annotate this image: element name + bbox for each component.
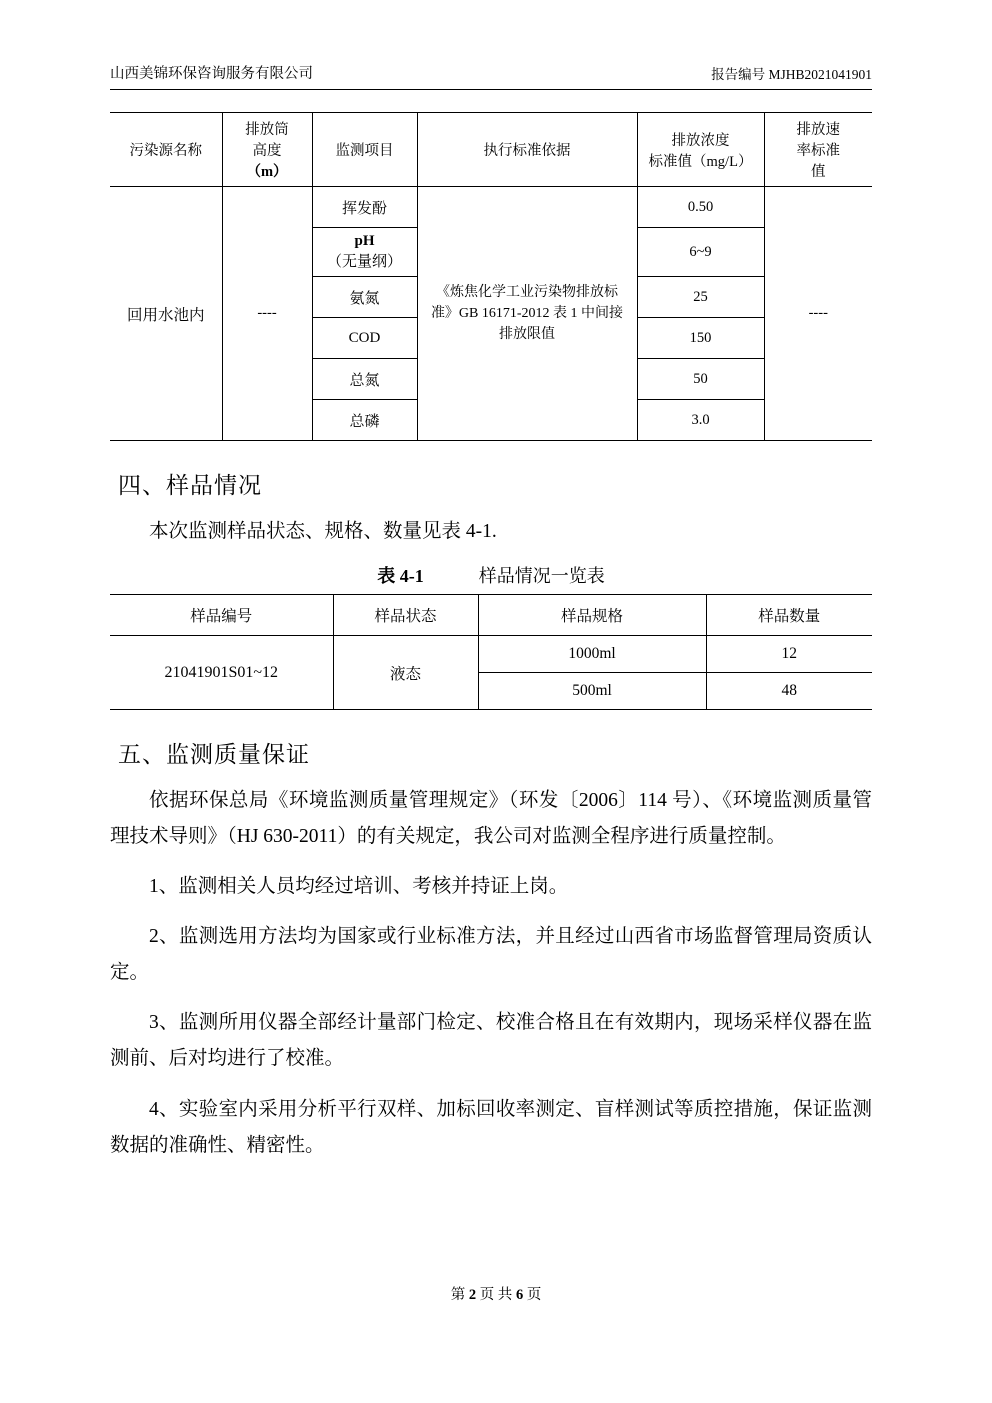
cell-standard-value: 25 [637, 277, 764, 318]
col-header-sample-qty: 样品数量 [706, 595, 872, 636]
table-header-row [110, 113, 872, 187]
cell-sample-state: 液态 [333, 636, 478, 710]
col-header-concentration [637, 113, 764, 187]
cell-sample-qty: 48 [706, 673, 872, 710]
col-header-sample-state: 样品状态 [333, 595, 478, 636]
footer-suffix: 页 [526, 1287, 542, 1303]
page-footer [0, 1283, 992, 1304]
cell-item: 挥发酚 [312, 187, 417, 228]
table-header-row [110, 595, 872, 636]
cell-item: 总磷 [312, 400, 417, 441]
qa-paragraph-1: 依据环保总局《环境监测质量管理规定》（环发〔2006〕114 号）、《环境监测质量管理技术导则》（HJ 630-2011）的有关规定，我公司对监测全程序进行质量控制。 [110, 790, 872, 848]
cell-rate-value: ---- [764, 187, 872, 441]
qa-paragraph-5: 4、实验室内采用分析平行双样、加标回收率测定、盲样测试等质控措施，保证监测数据的准确性、精密性。 [110, 1098, 872, 1156]
page-content [110, 112, 872, 1164]
col-header-rate [764, 113, 872, 187]
qa-paragraph-2: 1、监测相关人员均经过培训、考核并持证上岗。 [149, 876, 569, 898]
cell-stack-height: ---- [222, 187, 312, 441]
col-header-basis: 执行标准依据 [417, 113, 637, 187]
footer-page-number: 2 [468, 1287, 477, 1303]
qa-paragraph-3: 2、监测选用方法均为国家或行业标准方法，并且经过山西省市场监督管理局资质认定。 [110, 926, 872, 984]
concentration-line1: 排放浓度 [671, 132, 730, 149]
col-header-item: 监测项目 [312, 113, 417, 187]
col-header-source-name: 污染源名称 [110, 113, 222, 187]
col-header-sample-spec: 样品规格 [478, 595, 706, 636]
rate-line2: 率标准 [796, 143, 840, 159]
stack-height-line2: 高度 [252, 143, 282, 159]
header-report-number: 报告编号 MJHB2021041901 [711, 67, 872, 82]
cell-standard-value: 0.50 [637, 187, 764, 228]
cell-item: COD [312, 318, 417, 359]
cell-item [312, 228, 417, 277]
cell-sample-spec: 500ml [478, 673, 706, 710]
rate-line3: 值 [811, 164, 826, 180]
section-title-samples: 四、样品情况 [118, 473, 262, 499]
cell-standard-value: 3.0 [637, 400, 764, 441]
footer-prefix: 第 [450, 1287, 466, 1303]
cell-standard-basis: 《炼焦化学工业污染物排放标准》GB 16171-2012 表 1 中间接排放限值 [417, 187, 637, 441]
header-company: 山西美锦环保咨询服务有限公司 [110, 66, 313, 82]
table-row [110, 636, 872, 673]
footer-middle: 页 共 [479, 1287, 513, 1303]
item-main: pH [354, 233, 375, 249]
stack-height-line1: 排放筒 [245, 122, 289, 138]
cell-sample-spec: 1000ml [478, 636, 706, 673]
table-row [110, 187, 872, 228]
table-caption-4-1 [110, 562, 872, 588]
cell-standard-value: 150 [637, 318, 764, 359]
col-header-stack-height [222, 113, 312, 187]
caption-text: 样品情况一览表 [478, 566, 605, 587]
cell-source-name: 回用水池内 [110, 187, 222, 441]
emission-standards-table [110, 112, 872, 441]
page-header [110, 62, 872, 90]
concentration-line2: 标准值（mg/L） [648, 153, 753, 170]
item-sub: （无量纲） [326, 254, 402, 270]
caption-number: 表 4-1 [377, 566, 424, 587]
footer-total-pages: 6 [515, 1287, 524, 1303]
cell-standard-value: 6~9 [637, 228, 764, 277]
cell-item: 总氮 [312, 359, 417, 400]
cell-item: 氨氮 [312, 277, 417, 318]
cell-standard-value: 50 [637, 359, 764, 400]
sample-summary-table [110, 594, 872, 710]
samples-intro-paragraph: 本次监测样品状态、规格、数量见表 4-1. [149, 521, 497, 542]
cell-sample-no: 21041901S01~12 [110, 636, 333, 710]
cell-sample-qty: 12 [706, 636, 872, 673]
stack-height-line3: （m） [246, 164, 288, 180]
rate-line1: 排放速 [796, 122, 840, 138]
qa-paragraph-4: 3、监测所用仪器全部经计量部门检定、校准合格且在有效期内，现场采样仪器在监测前、后对均进行了校准。 [110, 1012, 872, 1070]
section-title-quality-assurance: 五、监测质量保证 [118, 742, 310, 769]
col-header-sample-no: 样品编号 [110, 595, 333, 636]
